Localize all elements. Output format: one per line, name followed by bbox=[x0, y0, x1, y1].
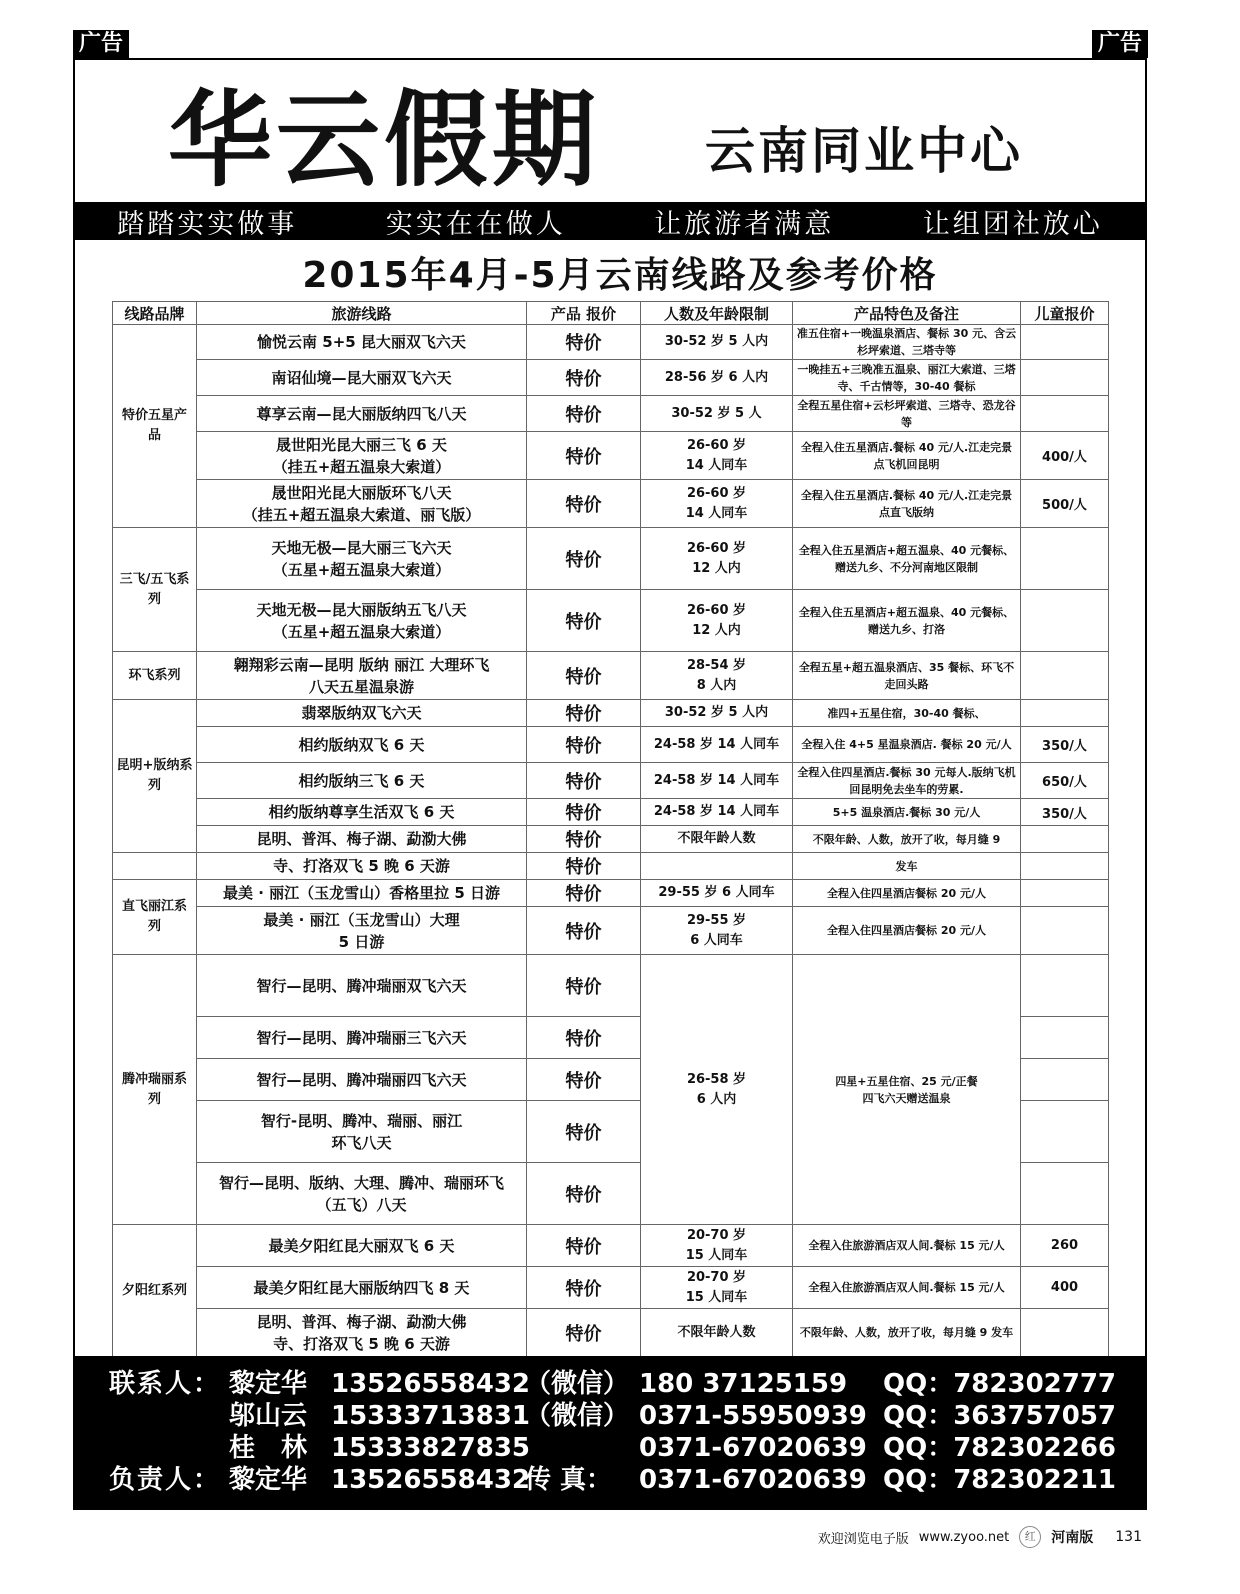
route-cell: 昆明、普洱、梅子湖、勐泐大佛 bbox=[197, 826, 527, 853]
child-price-cell bbox=[1021, 1163, 1109, 1225]
limit-cell: 30-52 岁 5 人内 bbox=[641, 325, 793, 360]
child-price-cell: 500/人 bbox=[1021, 480, 1109, 528]
slogan-item: 踏踏实实做事 bbox=[117, 208, 298, 240]
contact-label: （微信） bbox=[525, 1401, 630, 1431]
table-row bbox=[113, 432, 1109, 480]
route-cell: 最美夕阳红昆大丽双飞 6 天 bbox=[197, 1225, 527, 1267]
contact-tel: 180 37125159 bbox=[639, 1369, 848, 1399]
limit-line: 6 人同车 bbox=[690, 932, 743, 948]
contact-row bbox=[73, 1400, 1147, 1432]
note-cell bbox=[793, 955, 1021, 1225]
price-cell: 特价 bbox=[527, 1059, 641, 1101]
brand-cell: 昆明+版纳系列 bbox=[113, 700, 197, 853]
route-cell bbox=[197, 480, 527, 528]
child-price-cell: 400/人 bbox=[1021, 432, 1109, 480]
note-cell: 全程五星+超五温泉酒店、35 餐标、环飞不走回头路 bbox=[793, 652, 1021, 700]
price-cell: 特价 bbox=[527, 727, 641, 763]
route-line: 昆明、普洱、梅子湖、勐泐大佛 bbox=[256, 1312, 467, 1331]
price-cell: 特价 bbox=[527, 480, 641, 528]
route-line: （五飞）八天 bbox=[316, 1195, 407, 1214]
route-price-table bbox=[112, 301, 1109, 1357]
route-line: 环飞八天 bbox=[331, 1133, 392, 1152]
price-cell: 特价 bbox=[527, 590, 641, 652]
child-price-cell bbox=[1021, 325, 1109, 360]
route-line: 八天五星温泉游 bbox=[308, 677, 414, 696]
note-cell: 准五住宿+一晚温泉酒店、餐标 30 元、含云杉坪索道、三塔寺等 bbox=[793, 325, 1021, 360]
contact-mobile: 15333713831 bbox=[331, 1401, 530, 1431]
contact-row bbox=[73, 1432, 1147, 1464]
limit-cell: 30-52 岁 5 人内 bbox=[641, 700, 793, 727]
limit-line: 12 人内 bbox=[692, 560, 741, 576]
contact-qq: QQ：363757057 bbox=[883, 1401, 1117, 1431]
table-row bbox=[113, 528, 1109, 590]
limit-cell: 24-58 岁 14 人同车 bbox=[641, 763, 793, 799]
ad-tag-left: 广告 bbox=[73, 30, 129, 58]
route-cell: 翡翠版纳双飞六天 bbox=[197, 700, 527, 727]
limit-line: 20-70 岁 bbox=[686, 1227, 747, 1243]
table-row bbox=[113, 700, 1109, 727]
child-price-cell bbox=[1021, 1059, 1109, 1101]
contact-label: 传 真： bbox=[525, 1465, 613, 1495]
note-cell: 发车 bbox=[793, 853, 1021, 880]
contact-name: 黎定华 bbox=[229, 1369, 308, 1399]
brand-cell: 腾冲瑞丽系列 bbox=[113, 955, 197, 1225]
table-row bbox=[113, 480, 1109, 528]
limit-line: 26-60 岁 bbox=[686, 540, 747, 556]
route-line: 天地无极—昆大丽版纳五飞八天 bbox=[256, 600, 467, 619]
contact-name: 黎定华 bbox=[229, 1465, 308, 1495]
price-cell: 特价 bbox=[527, 880, 641, 907]
child-price-cell bbox=[1021, 590, 1109, 652]
child-price-cell bbox=[1021, 652, 1109, 700]
brand-cell bbox=[113, 853, 197, 880]
route-cell: 南诏仙境—昆大丽双飞六天 bbox=[197, 360, 527, 396]
route-cell: 最美 · 丽江（玉龙雪山）香格里拉 5 日游 bbox=[197, 880, 527, 907]
table-row bbox=[113, 652, 1109, 700]
brand-cell: 环飞系列 bbox=[113, 652, 197, 700]
table-row bbox=[113, 955, 1109, 1017]
price-cell: 特价 bbox=[527, 826, 641, 853]
contact-tel: 0371-67020639 bbox=[639, 1465, 867, 1495]
child-price-cell bbox=[1021, 700, 1109, 727]
note-line: 四飞六天赠送温泉 bbox=[862, 1091, 951, 1105]
price-cell: 特价 bbox=[527, 396, 641, 432]
table-row bbox=[113, 360, 1109, 396]
price-cell: 特价 bbox=[527, 1163, 641, 1225]
slogan-item: 让旅游者满意 bbox=[654, 208, 835, 240]
footer-edition: 河南版 bbox=[1051, 1530, 1094, 1546]
price-cell: 特价 bbox=[527, 360, 641, 396]
limit-line: 28-54 岁 bbox=[686, 657, 747, 673]
limit-cell: 不限年龄人数 bbox=[641, 1309, 793, 1357]
note-cell: 5+5 温泉酒店.餐标 30 元/人 bbox=[793, 799, 1021, 826]
route-line: （挂五+超五温泉大索道） bbox=[272, 457, 451, 476]
limit-cell bbox=[641, 907, 793, 955]
route-line: （五星+超五温泉大索道） bbox=[272, 622, 451, 641]
contact-mobile: 15333827835 bbox=[331, 1433, 530, 1463]
header-route: 旅游线路 bbox=[197, 302, 527, 325]
child-price-cell: 400 bbox=[1021, 1267, 1109, 1309]
child-price-cell bbox=[1021, 360, 1109, 396]
route-cell: 智行—昆明、腾冲瑞丽双飞六天 bbox=[197, 955, 527, 1017]
limit-line: 6 人内 bbox=[696, 1091, 737, 1107]
price-cell: 特价 bbox=[527, 1267, 641, 1309]
price-cell: 特价 bbox=[527, 763, 641, 799]
limit-cell bbox=[641, 652, 793, 700]
limit-cell: 29-55 岁 6 人同车 bbox=[641, 880, 793, 907]
child-price-cell bbox=[1021, 907, 1109, 955]
child-price-cell: 350/人 bbox=[1021, 727, 1109, 763]
contact-mobile: 13526558432 bbox=[331, 1369, 530, 1399]
note-line: 四星+五星住宿、25 元/正餐 bbox=[835, 1074, 978, 1088]
limit-cell bbox=[641, 528, 793, 590]
table-row bbox=[113, 907, 1109, 955]
page-footer bbox=[818, 1526, 1142, 1548]
limit-cell bbox=[641, 480, 793, 528]
price-cell: 特价 bbox=[527, 432, 641, 480]
contact-row bbox=[73, 1368, 1147, 1400]
table-row bbox=[113, 727, 1109, 763]
route-cell bbox=[197, 907, 527, 955]
price-cell: 特价 bbox=[527, 1017, 641, 1059]
route-cell: 寺、打洛双飞 5 晚 6 天游 bbox=[197, 853, 527, 880]
table-row bbox=[113, 826, 1109, 853]
contact-qq: QQ：782302266 bbox=[883, 1433, 1117, 1463]
footer-welcome: 欢迎浏览电子版 bbox=[817, 1531, 909, 1547]
note-cell: 准四+五星住宿，30-40 餐标、 bbox=[793, 700, 1021, 727]
route-cell bbox=[197, 1163, 527, 1225]
note-cell: 全程入住旅游酒店双人间.餐标 15 元/人 bbox=[793, 1267, 1021, 1309]
note-cell: 全程五星住宿+云杉坪索道、三塔寺、恐龙谷等 bbox=[793, 396, 1021, 432]
child-price-cell bbox=[1021, 396, 1109, 432]
child-price-cell: 260 bbox=[1021, 1225, 1109, 1267]
brand-cell: 直飞丽江系列 bbox=[113, 880, 197, 955]
limit-line: 20-70 岁 bbox=[686, 1269, 747, 1285]
table-row bbox=[113, 1225, 1109, 1267]
limit-cell: 24-58 岁 14 人同车 bbox=[641, 799, 793, 826]
limit-cell bbox=[641, 1225, 793, 1267]
price-cell: 特价 bbox=[527, 1225, 641, 1267]
brand-cell: 三飞/五飞系列 bbox=[113, 528, 197, 652]
child-price-cell bbox=[1021, 853, 1109, 880]
price-cell: 特价 bbox=[527, 907, 641, 955]
price-cell: 特价 bbox=[527, 1309, 641, 1357]
note-cell: 全程入住 4+5 星温泉酒店. 餐标 20 元/人 bbox=[793, 727, 1021, 763]
contact-role: 负责人： bbox=[109, 1465, 222, 1495]
table-row bbox=[113, 880, 1109, 907]
limit-line: 12 人内 bbox=[692, 622, 741, 638]
route-cell: 相约版纳尊享生活双飞 6 天 bbox=[197, 799, 527, 826]
table-row bbox=[113, 396, 1109, 432]
limit-line: 29-55 岁 bbox=[686, 912, 747, 928]
limit-cell bbox=[641, 1267, 793, 1309]
table-header-row bbox=[113, 302, 1109, 325]
limit-cell: 24-58 岁 14 人同车 bbox=[641, 727, 793, 763]
route-cell: 相约版纳三飞 6 天 bbox=[197, 763, 527, 799]
note-cell: 全程入住四星酒店餐标 20 元/人 bbox=[793, 880, 1021, 907]
route-line: 5 日游 bbox=[338, 932, 385, 951]
table-row bbox=[113, 853, 1109, 880]
table-row bbox=[113, 799, 1109, 826]
page-number: 131 bbox=[1115, 1529, 1142, 1545]
price-cell: 特价 bbox=[527, 700, 641, 727]
note-cell: 一晚挂五+三晚准五温泉、丽江大索道、三塔寺、千古情等，30-40 餐标 bbox=[793, 360, 1021, 396]
limit-cell bbox=[641, 853, 793, 880]
route-cell: 愉悦云南 5+5 昆大丽双飞六天 bbox=[197, 325, 527, 360]
child-price-cell: 350/人 bbox=[1021, 799, 1109, 826]
table-row bbox=[113, 1267, 1109, 1309]
price-cell: 特价 bbox=[527, 853, 641, 880]
route-cell bbox=[197, 432, 527, 480]
route-cell bbox=[197, 652, 527, 700]
limit-line: 14 人同车 bbox=[685, 457, 748, 473]
limit-line: 26-58 岁 bbox=[686, 1071, 747, 1087]
table-row bbox=[113, 763, 1109, 799]
table-row bbox=[113, 1309, 1109, 1357]
header-brand: 线路品牌 bbox=[113, 302, 197, 325]
route-line: 寺、打洛双飞 5 晚 6 天游 bbox=[273, 1334, 450, 1353]
slogan-item: 让组团社放心 bbox=[922, 208, 1103, 240]
limit-cell bbox=[641, 590, 793, 652]
note-cell: 全程入住四星酒店.餐标 30 元每人.版纳飞机回昆明免去坐车的劳累. bbox=[793, 763, 1021, 799]
limit-line: 26-60 岁 bbox=[686, 602, 747, 618]
note-cell: 全程入住旅游酒店双人间.餐标 15 元/人 bbox=[793, 1225, 1021, 1267]
limit-cell bbox=[641, 955, 793, 1225]
limit-line: 14 人同车 bbox=[685, 505, 748, 521]
note-cell: 不限年龄、人数，放开了收，每月缝 9 bbox=[793, 826, 1021, 853]
limit-line: 15 人同车 bbox=[685, 1247, 748, 1263]
route-line: 智行—昆明、版纳、大理、腾冲、瑞丽环飞 bbox=[218, 1173, 504, 1192]
note-cell: 全程入住五星酒店+超五温泉、40 元餐标、赠送九乡、打洛 bbox=[793, 590, 1021, 652]
table-row bbox=[113, 590, 1109, 652]
child-price-cell bbox=[1021, 826, 1109, 853]
contact-mobile: 13526558432 bbox=[331, 1465, 530, 1495]
limit-line: 26-60 岁 bbox=[686, 437, 747, 453]
header-child: 儿童报价 bbox=[1021, 302, 1109, 325]
contact-name: 桂 林 bbox=[229, 1433, 308, 1463]
header-note: 产品特色及备注 bbox=[793, 302, 1021, 325]
limit-line: 15 人同车 bbox=[685, 1289, 748, 1305]
contact-name: 邬山云 bbox=[229, 1401, 308, 1431]
ad-tag-right: 广告 bbox=[1092, 30, 1148, 58]
limit-line: 8 人内 bbox=[696, 677, 737, 693]
magazine-logo-icon: 红 bbox=[1019, 1526, 1041, 1548]
header-price: 产品 报价 bbox=[527, 302, 641, 325]
route-line: 晟世阳光昆大丽三飞 6 天 bbox=[276, 435, 447, 454]
note-cell: 全程入住五星酒店+超五温泉、40 元餐标、赠送九乡、不分河南地区限制 bbox=[793, 528, 1021, 590]
child-price-cell bbox=[1021, 955, 1109, 1017]
route-cell: 尊享云南—昆大丽版纳四飞八天 bbox=[197, 396, 527, 432]
table-row bbox=[113, 325, 1109, 360]
slogan-item: 实实在在做人 bbox=[385, 208, 566, 240]
page-title: 2015年4月-5月云南线路及参考价格 bbox=[302, 255, 938, 296]
route-cell: 相约版纳双飞 6 天 bbox=[197, 727, 527, 763]
child-price-cell bbox=[1021, 528, 1109, 590]
contact-role: 联系人： bbox=[109, 1369, 222, 1399]
route-cell bbox=[197, 590, 527, 652]
route-line: 智行-昆明、腾冲、瑞丽、丽江 bbox=[260, 1111, 463, 1130]
limit-cell: 28-56 岁 6 人内 bbox=[641, 360, 793, 396]
contact-block bbox=[73, 1356, 1147, 1510]
route-line: 最美 · 丽江（玉龙雪山）大理 bbox=[263, 910, 460, 929]
contact-label: （微信） bbox=[525, 1369, 630, 1399]
note-cell: 全程入住五星酒店.餐标 40 元/人.江走完景点飞机回昆明 bbox=[793, 432, 1021, 480]
brand-subtitle: 云南同业中心 bbox=[705, 122, 1023, 180]
route-cell bbox=[197, 528, 527, 590]
contact-row bbox=[73, 1464, 1147, 1496]
note-cell: 全程入住四星酒店餐标 20 元/人 bbox=[793, 907, 1021, 955]
child-price-cell bbox=[1021, 1309, 1109, 1357]
slogan-bar bbox=[73, 202, 1147, 240]
header-limit: 人数及年龄限制 bbox=[641, 302, 793, 325]
price-cell: 特价 bbox=[527, 652, 641, 700]
price-cell: 特价 bbox=[527, 799, 641, 826]
route-cell: 智行—昆明、腾冲瑞丽四飞六天 bbox=[197, 1059, 527, 1101]
price-cell: 特价 bbox=[527, 528, 641, 590]
brand-cell: 特价五星产品 bbox=[113, 325, 197, 528]
note-cell: 全程入住五星酒店.餐标 40 元/人.江走完景点直飞版纳 bbox=[793, 480, 1021, 528]
contact-qq: QQ：782302777 bbox=[883, 1369, 1117, 1399]
price-cell: 特价 bbox=[527, 325, 641, 360]
brand-cell: 夕阳红系列 bbox=[113, 1225, 197, 1357]
limit-cell bbox=[641, 432, 793, 480]
price-cell: 特价 bbox=[527, 1101, 641, 1163]
route-cell bbox=[197, 1309, 527, 1357]
route-line: 翱翔彩云南—昆明 版纳 丽江 大理环飞 bbox=[233, 655, 490, 674]
note-cell: 不限年龄、人数，放开了收，每月缝 9 发车 bbox=[793, 1309, 1021, 1357]
limit-line: 26-60 岁 bbox=[686, 485, 747, 501]
route-line: 晟世阳光昆大丽版环飞八天 bbox=[271, 483, 452, 502]
footer-url[interactable]: www.zyoo.net bbox=[918, 1529, 1010, 1545]
contact-qq: QQ：782302211 bbox=[883, 1465, 1117, 1495]
route-line: 天地无极—昆大丽三飞六天 bbox=[271, 538, 452, 557]
route-line: （挂五+超五温泉大索道、丽飞版） bbox=[242, 505, 481, 524]
child-price-cell: 650/人 bbox=[1021, 763, 1109, 799]
route-line: （五星+超五温泉大索道） bbox=[272, 560, 451, 579]
route-cell: 最美夕阳红昆大丽版纳四飞 8 天 bbox=[197, 1267, 527, 1309]
child-price-cell bbox=[1021, 1017, 1109, 1059]
child-price-cell bbox=[1021, 880, 1109, 907]
limit-cell: 30-52 岁 5 人 bbox=[641, 396, 793, 432]
route-cell bbox=[197, 1101, 527, 1163]
limit-cell: 不限年龄人数 bbox=[641, 826, 793, 853]
child-price-cell bbox=[1021, 1101, 1109, 1163]
brand-title: 华云假期 bbox=[168, 79, 601, 201]
contact-tel: 0371-55950939 bbox=[639, 1401, 867, 1431]
price-cell: 特价 bbox=[527, 955, 641, 1017]
contact-tel: 0371-67020639 bbox=[639, 1433, 867, 1463]
route-cell: 智行—昆明、腾冲瑞丽三飞六天 bbox=[197, 1017, 527, 1059]
